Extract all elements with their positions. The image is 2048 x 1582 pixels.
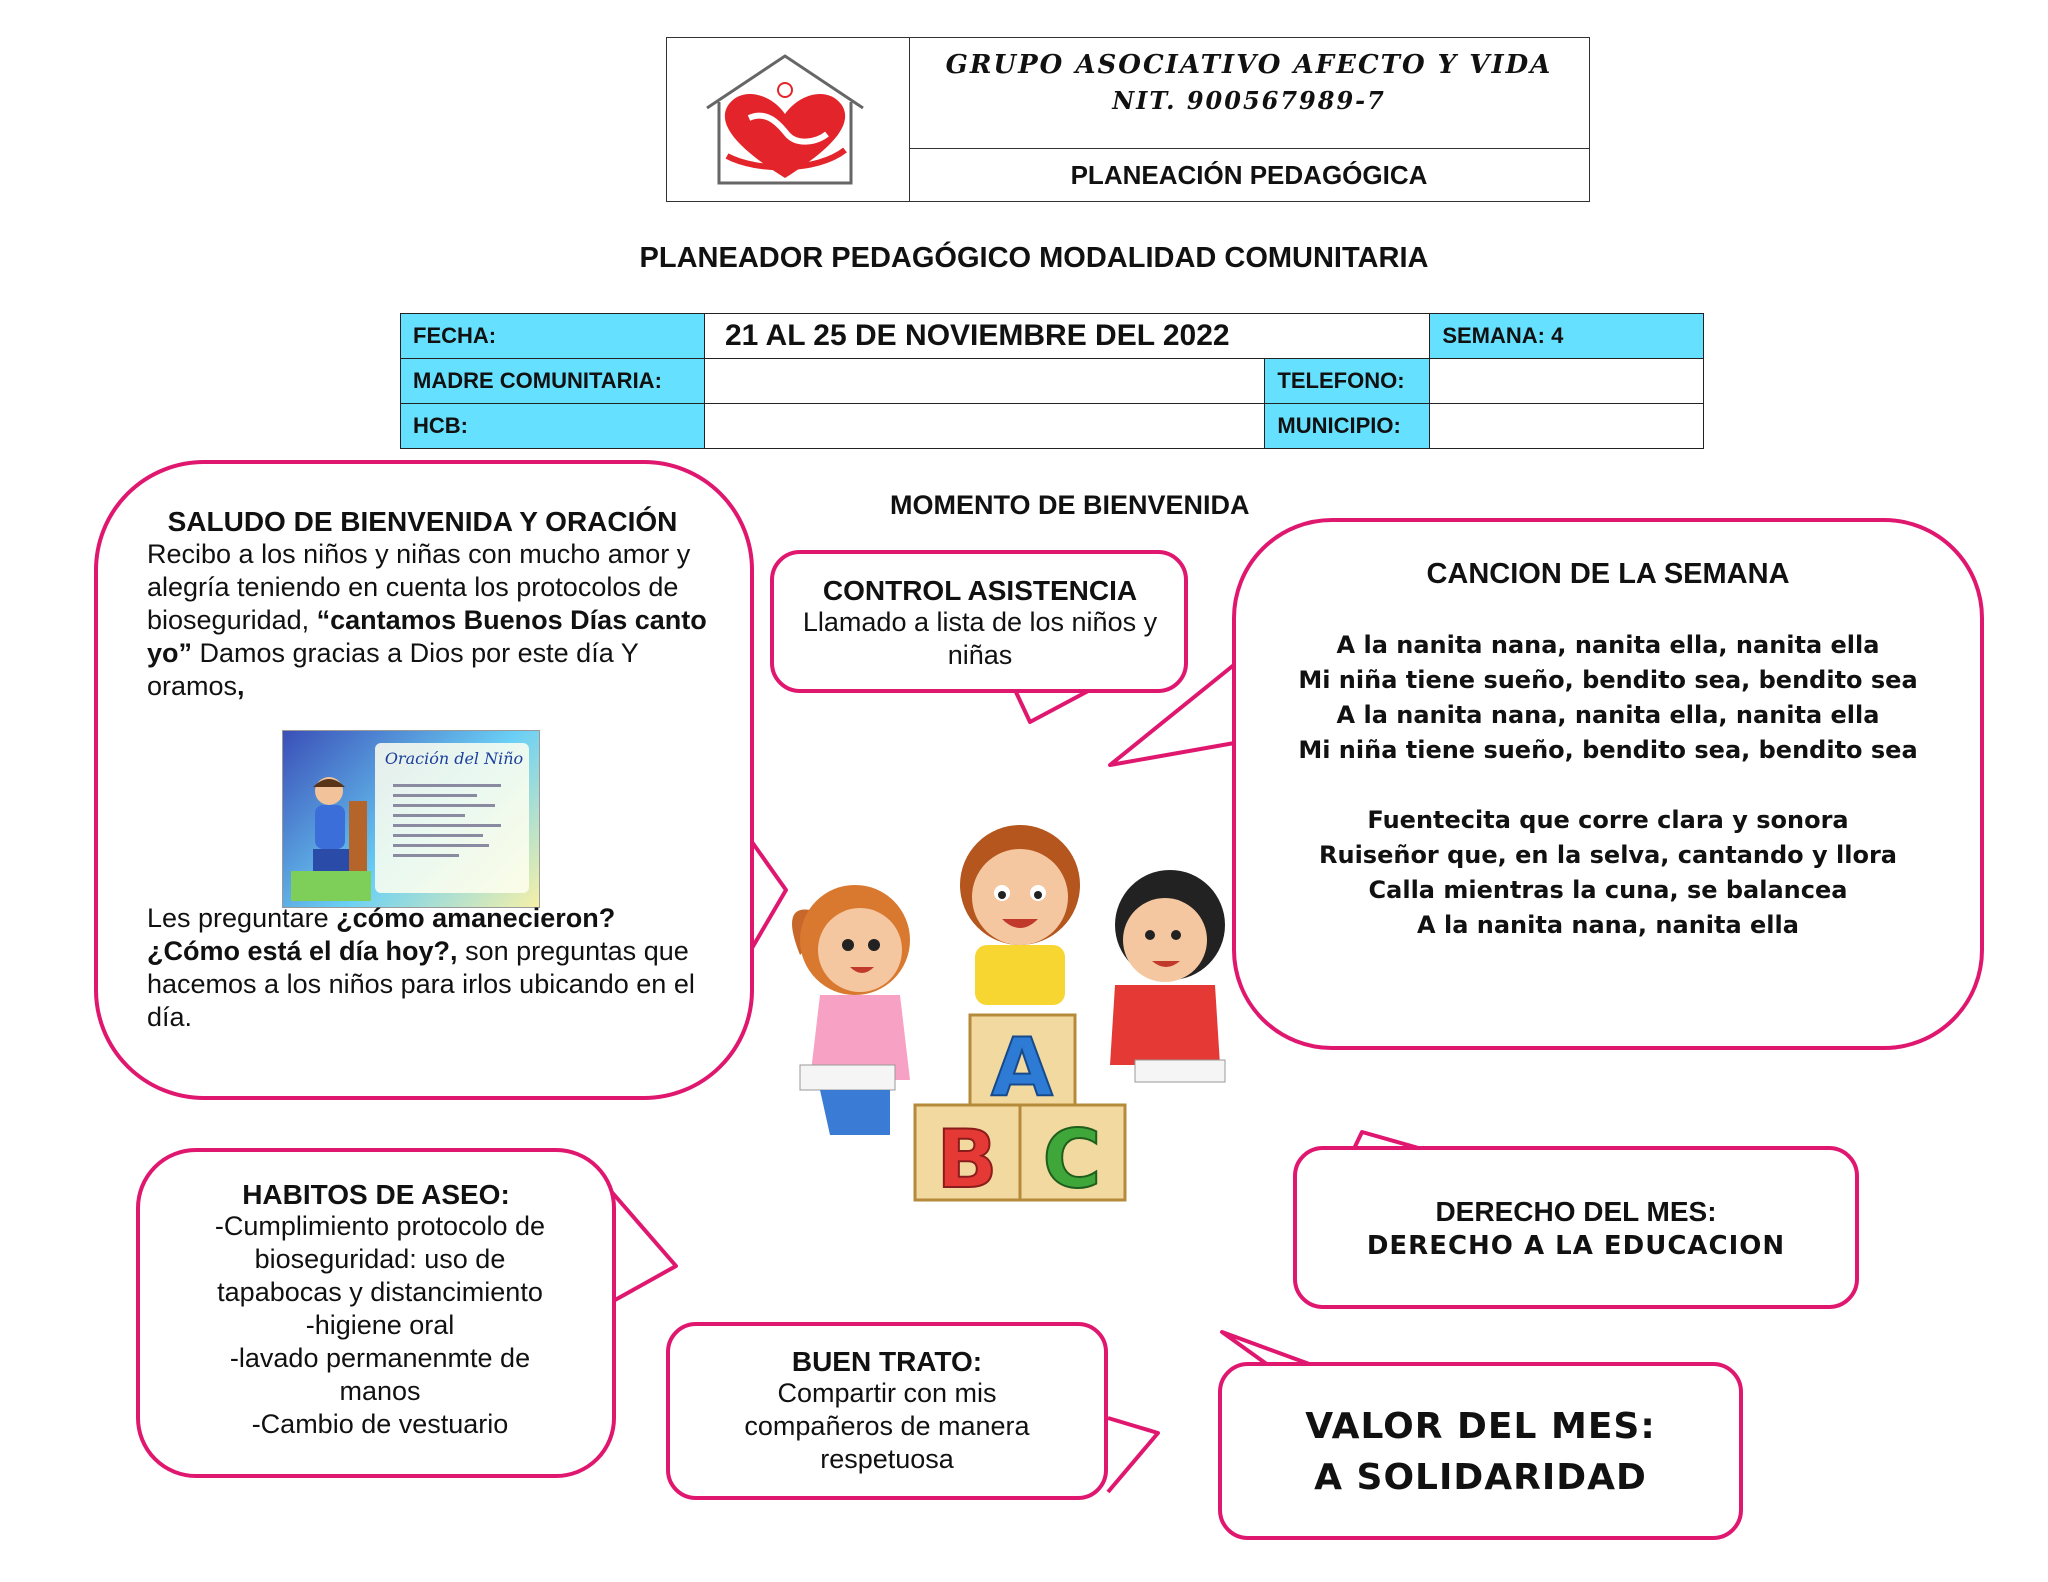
page-title: PLANEADOR PEDAGÓGICO MODALIDAD COMUNITARIA <box>639 242 1429 274</box>
saludo-questions <box>147 902 707 1034</box>
asistencia-title: CONTROL ASISTENCIA <box>822 575 1138 606</box>
derecho-title: DERECHO DEL MES: <box>1435 1196 1717 1227</box>
saludo-text-d: , <box>237 671 245 701</box>
fecha-label: FECHA: <box>401 314 705 359</box>
song-line <box>1232 768 1984 803</box>
cancion-title: CANCION DE LA SEMANA <box>1426 558 1790 590</box>
song-line: A la nanita nana, nanita ella, nanita ella <box>1336 701 1880 729</box>
semana-label: SEMANA: 4 <box>1430 314 1704 359</box>
buen-trato-text: Compartir con mis compañeros de manera respetuosa <box>744 1378 1030 1474</box>
habitos-list <box>150 1210 610 1441</box>
oracion-image-lines <box>393 777 513 864</box>
block-b: B <box>936 1113 998 1205</box>
madre-label: MADRE COMUNITARIA: <box>401 359 705 404</box>
cancion-lyrics <box>1232 628 1984 943</box>
oracion-image <box>282 730 540 908</box>
org-nit: NIT. 900567989-7 <box>1112 86 1386 115</box>
municipio-label: MUNICIPIO: <box>1265 404 1430 449</box>
song-line: A la nanita nana, nanita ella <box>1417 911 1799 939</box>
saludo-title: SALUDO DE BIENVENIDA Y ORACIÓN <box>167 506 678 537</box>
fecha-value: 21 AL 25 DE NOVIEMBRE DEL 2022 <box>704 314 1429 359</box>
hcb-label: HCB: <box>401 404 705 449</box>
song-line: Mi niña tiene sueño, bendito sea, bendito sea <box>1298 736 1918 764</box>
telefono-label: TELEFONO: <box>1265 359 1430 404</box>
momento-title: MOMENTO DE BIENVENIDA <box>890 490 1250 520</box>
habitos-title: HABITOS DE ASEO: <box>242 1179 510 1210</box>
buen-trato-title: BUEN TRATO: <box>791 1346 983 1377</box>
praying-child-icon <box>291 771 371 901</box>
habito-item: -higiene oral <box>305 1310 455 1340</box>
song-line: Ruiseñor que, en la selva, cantando y llora <box>1319 841 1897 869</box>
song-line: Calla mientras la cuna, se balancea <box>1368 876 1848 904</box>
song-line: A la nanita nana, nanita ella, nanita ella <box>1336 631 1880 659</box>
habito-item: manos <box>339 1376 421 1406</box>
oracion-image-title: Oración del Niño <box>384 749 524 768</box>
song-line: Fuentecita que corre clara y sonora <box>1367 806 1849 834</box>
block-a: A <box>991 1021 1053 1114</box>
habito-item: -Cumplimiento protocolo de <box>214 1211 546 1241</box>
saludo-song-title: “cantamos Buenos Días canto yo” <box>147 605 707 668</box>
org-name: GRUPO ASOCIATIVO AFECTO Y VIDA <box>945 50 1553 80</box>
asistencia-text: Llamado a lista de los niños y niñas <box>802 607 1158 670</box>
saludo-q-c: son preguntas que hacemos a los niños para irlos ubicando en el día. <box>147 936 695 1032</box>
valor-value: A SOLIDARIDAD <box>1314 1457 1647 1498</box>
saludo-q-b: ¿cómo amanecieron? ¿Cómo está el día hoy?, <box>147 903 616 966</box>
valor-bubble <box>1218 1362 1743 1540</box>
section-title: PLANEACIÓN PEDAGÓGICA <box>1070 160 1428 190</box>
saludo-text-a: Recibo a los niños y niñas con mucho amor y alegría teniendo en cuenta los protocolos de bioseguridad, <box>147 539 691 635</box>
habito-item: -Cambio de vestuario <box>251 1409 509 1439</box>
song-line: Mi niña tiene sueño, bendito sea, bendito sea <box>1298 666 1918 694</box>
habito-item: bioseguridad: uso de <box>254 1244 506 1274</box>
valor-title: VALOR DEL MES: <box>1305 1406 1656 1447</box>
saludo-text-c: Damos gracias a Dios por este día Y oramos <box>147 638 639 701</box>
kids-abc-blocks-illustration <box>780 815 1250 1205</box>
saludo-q-a: Les preguntare <box>147 903 337 933</box>
block-c: C <box>1042 1113 1102 1205</box>
habito-item: tapabocas y distancimiento <box>217 1277 543 1307</box>
saludo-paragraph <box>147 538 707 703</box>
derecho-value: DERECHO A LA EDUCACION <box>1366 1231 1786 1261</box>
habito-item: -lavado permanenmte de <box>229 1343 531 1373</box>
